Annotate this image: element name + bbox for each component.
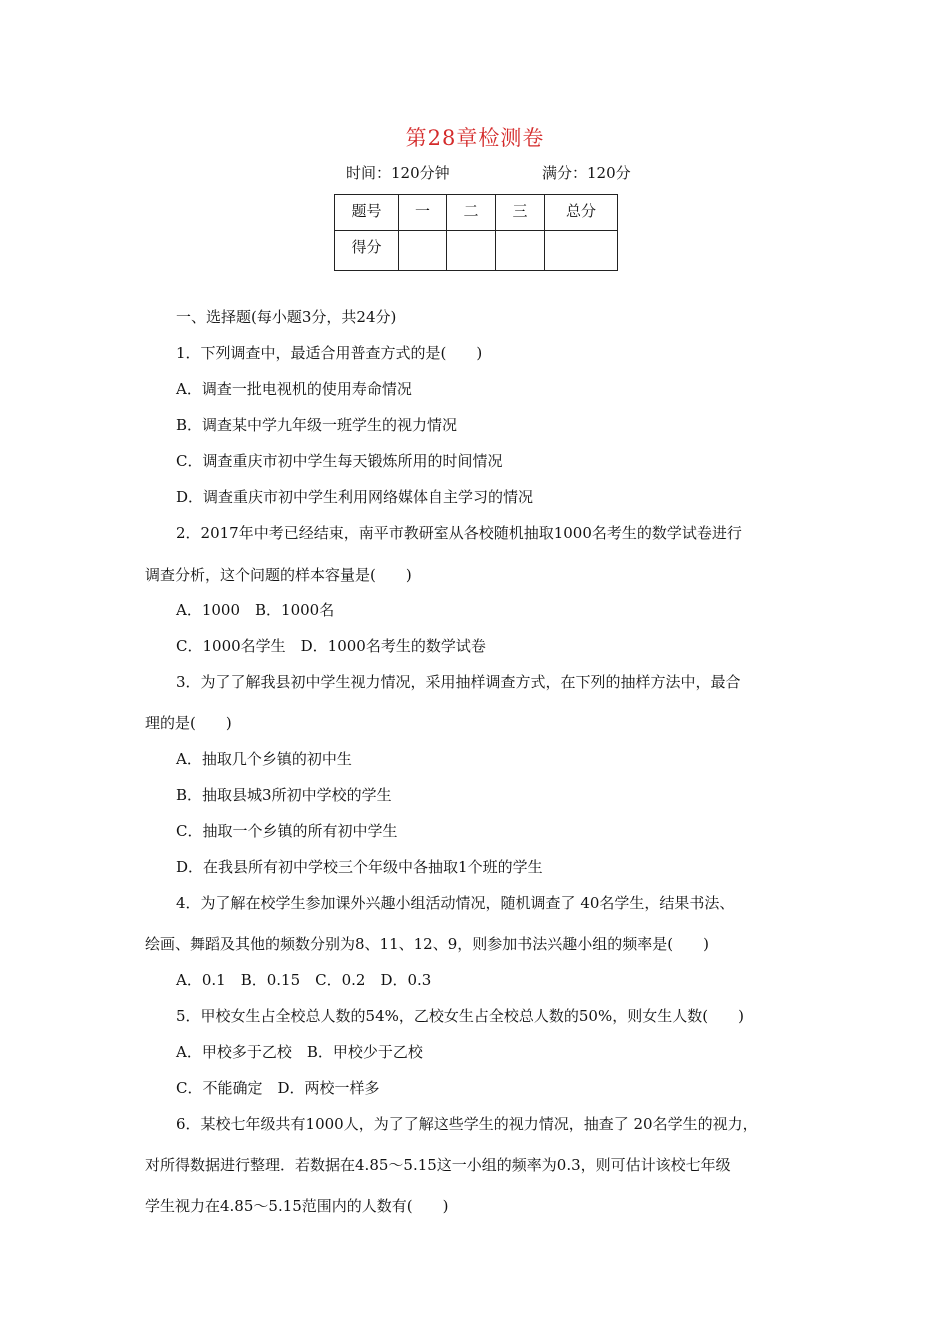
question-2-options-cd: C．1000名学生 D．1000名考生的数学试卷	[176, 637, 486, 655]
question-5-options-ab: A．甲校多于乙校 B．甲校少于乙校	[176, 1043, 423, 1061]
question-3-option-d: D．在我县所有初中学校三个年级中各抽取1个班的学生	[176, 858, 543, 876]
score-row-label: 得分	[335, 231, 399, 271]
question-3-option-a: A．抽取几个乡镇的初中生	[176, 750, 352, 768]
exam-time: 时间：120分钟	[346, 164, 450, 182]
score-cell-part-3	[496, 231, 545, 271]
section-heading: 一、选择题(每小题3分，共24分)	[176, 308, 397, 326]
question-3-stem-line-2: 理的是( )	[145, 714, 232, 732]
question-2-stem-line-2: 调查分析，这个问题的样本容量是( )	[145, 566, 412, 584]
question-5-stem: 5．甲校女生占全校总人数的54%，乙校女生占全校总人数的50%，则女生人数( )	[176, 1007, 744, 1025]
score-cell-part-1	[399, 231, 447, 271]
question-4-options: A．0.1 B．0.15 C．0.2 D．0.3	[176, 971, 432, 989]
question-1-option-b: B．调查某中学九年级一班学生的视力情况	[176, 416, 458, 434]
question-1-option-d: D．调查重庆市初中学生利用网络媒体自主学习的情况	[176, 488, 534, 506]
question-1-option-c: C．调查重庆市初中学生每天锻炼所用的时间情况	[176, 452, 503, 470]
question-1-option-a: A．调查一批电视机的使用寿命情况	[176, 380, 412, 398]
question-2-options-ab: A．1000 B．1000名	[176, 601, 335, 619]
question-3-option-b: B．抽取县城3所初中学校的学生	[176, 786, 392, 804]
score-table-score-row	[335, 231, 618, 271]
question-4-stem-line-2: 绘画、舞蹈及其他的频数分别为8、11、12、9，则参加书法兴趣小组的频率是( )	[145, 935, 709, 953]
question-1-stem: 1．下列调查中，最适合用普查方式的是( )	[176, 344, 483, 362]
score-header-part-3: 三	[496, 195, 545, 231]
question-3-option-c: C．抽取一个乡镇的所有初中学生	[176, 822, 398, 840]
question-6-stem-line-1: 6．某校七年级共有1000人，为了了解这些学生的视力情况，抽查了 20名学生的视力，	[176, 1115, 758, 1133]
score-table	[334, 194, 618, 271]
full-score: 满分：120分	[542, 164, 631, 182]
score-table-header-row	[335, 195, 618, 231]
page-title: 第28章检测卷	[405, 126, 545, 150]
question-2-stem-line-1: 2．2017年中考已经结束，南平市教研室从各校随机抽取1000名考生的数学试卷进行	[176, 524, 742, 542]
score-header-label: 题号	[335, 195, 399, 231]
score-header-total: 总分	[545, 195, 618, 231]
score-cell-total	[545, 231, 618, 271]
question-6-stem-line-3: 学生视力在4.85～5.15范围内的人数有( )	[145, 1197, 449, 1215]
score-header-part-2: 二	[447, 195, 496, 231]
question-5-options-cd: C．不能确定 D．两校一样多	[176, 1079, 380, 1097]
score-header-part-1: 一	[399, 195, 447, 231]
score-cell-part-2	[447, 231, 496, 271]
question-3-stem-line-1: 3．为了了解我县初中学生视力情况，采用抽样调查方式，在下列的抽样方法中，最合	[176, 673, 741, 691]
question-6-stem-line-2: 对所得数据进行整理．若数据在4.85～5.15这一小组的频率为0.3，则可估计该校七年级	[145, 1156, 731, 1174]
question-4-stem-line-1: 4．为了解在校学生参加课外兴趣小组活动情况，随机调查了 40名学生，结果书法、	[176, 894, 735, 912]
